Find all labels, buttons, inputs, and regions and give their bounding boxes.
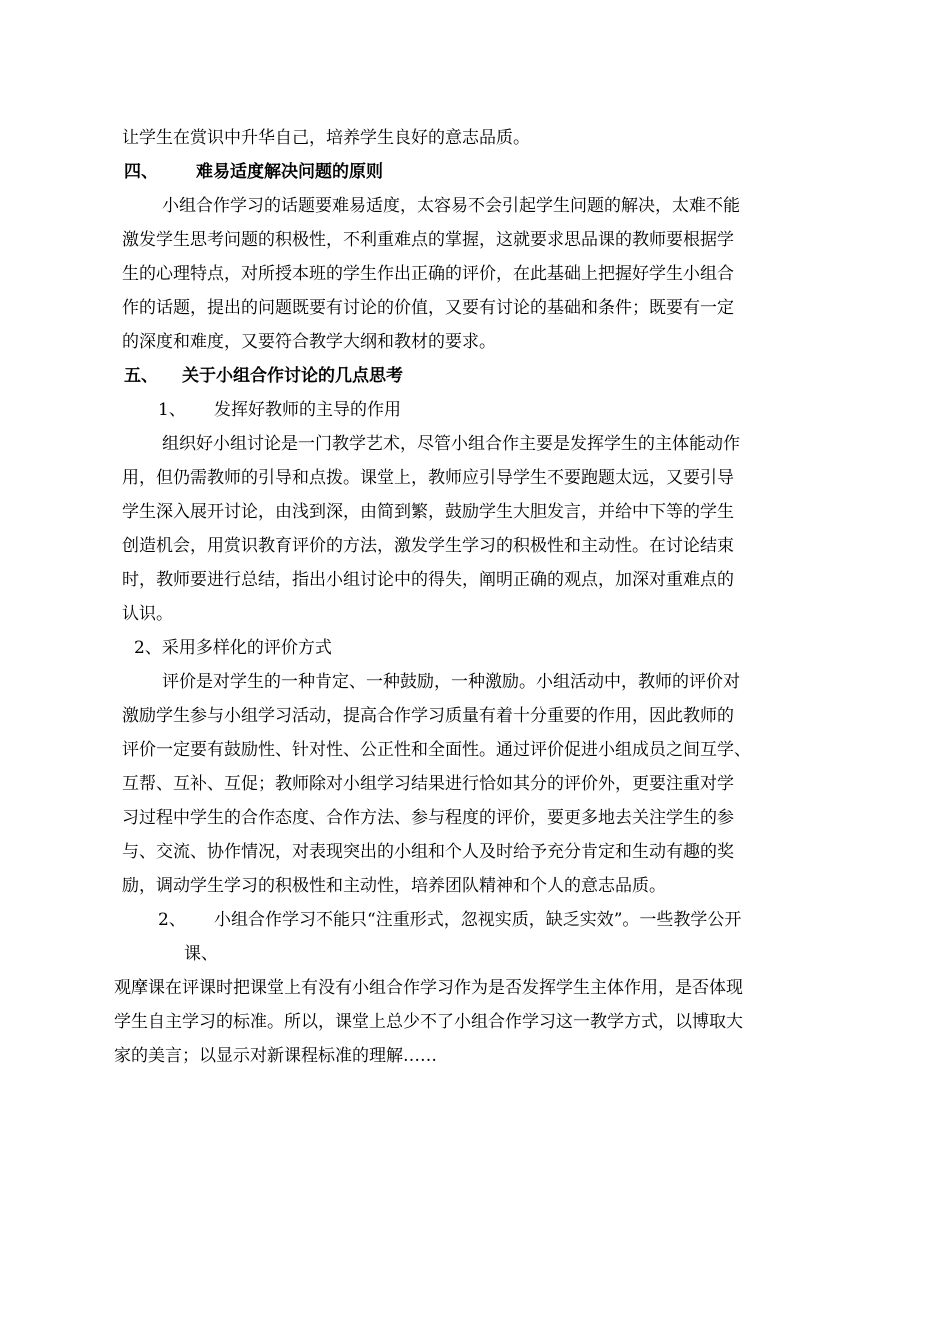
section-heading-5 [124,366,403,386]
body-line: 习过程中学生的合作态度、合作方法、参与程度的评价，要更多地去关注学生的参 [122,808,734,828]
body-line: 励，调动学生学习的积极性和主动性，培养团队精神和个人的意志品质。 [122,876,666,896]
body-line: 认识。 [122,604,173,624]
body-line: 组织好小组讨论是一门教学艺术，尽管小组合作主要是发挥学生的主体能动作 [162,434,740,454]
section-heading-4 [124,162,383,182]
body-line: 生的心理特点，对所授本班的学生作出正确的评价，在此基础上把握好学生小组合 [122,264,734,284]
subheading-1 [158,400,401,420]
body-line: 让学生在赏识中升华自己，培养学生良好的意志品质。 [122,128,530,148]
body-line: 激发学生思考问题的积极性，不利重难点的掌握，这就要求思品课的教师要根据学 [122,230,734,250]
body-line: 激励学生参与小组学习活动，提高合作学习质量有着十分重要的作用，因此教师的 [122,706,734,726]
subheading-number: 1、 [158,400,186,420]
body-line: 小组合作学习的话题要难易适度，太容易不会引起学生问题的解决，太难不能 [162,196,740,216]
body-line: 创造机会，用赏识教育评价的方法，激发学生学习的积极性和主动性。在讨论结束 [122,536,734,556]
subheading-2: 2、采用多样化的评价方式 [134,638,332,658]
body-line: 课、 [184,944,218,964]
section-title: 关于小组合作讨论的几点思考 [182,366,403,386]
body-line: 观摩课在评课时把课堂上有没有小组合作学习作为是否发挥学生主体作用，是否体现 [114,978,743,998]
subheading-number: 2、 [158,910,186,930]
subheading-3 [158,910,741,930]
section-title: 难易适度解决问题的原则 [196,162,383,182]
body-line: 与、交流、协作情况，对表现突出的小组和个人及时给予充分肯定和生动有趣的奖 [122,842,734,862]
body-line: 时，教师要进行总结，指出小组讨论中的得失，阐明正确的观点，加深对重难点的 [122,570,734,590]
body-line: 作的话题，提出的问题既要有讨论的价值，又要有讨论的基础和条件；既要有一定 [122,298,734,318]
body-line: 家的美言；以显示对新课程标准的理解…… [114,1046,437,1066]
section-number: 四、 [124,162,158,182]
body-line: 互帮、互补、互促；教师除对小组学习结果进行恰如其分的评价外，更要注重对学 [122,774,734,794]
subheading-title: 小组合作学习不能只“注重形式，忽视实质，缺乏实效”。一些教学公开 [214,910,742,930]
body-line: 评价一定要有鼓励性、针对性、公正性和全面性。通过评价促进小组成员之间互学、 [122,740,751,760]
body-line: 学生自主学习的标准。所以，课堂上总少不了小组合作学习这一教学方式，以博取大 [114,1012,743,1032]
subheading-title: 发挥好教师的主导的作用 [214,400,401,420]
body-line: 评价是对学生的一种肯定、一种鼓励，一种激励。小组活动中，教师的评价对 [162,672,740,692]
body-line: 用，但仍需教师的引导和点拨。课堂上，教师应引导学生不要跑题太远，又要引导 [122,468,734,488]
section-number: 五、 [124,366,158,386]
body-line: 的深度和难度，又要符合教学大纲和教材的要求。 [122,332,496,352]
body-line: 学生深入展开讨论，由浅到深，由简到繁，鼓励学生大胆发言，并给中下等的学生 [122,502,734,522]
